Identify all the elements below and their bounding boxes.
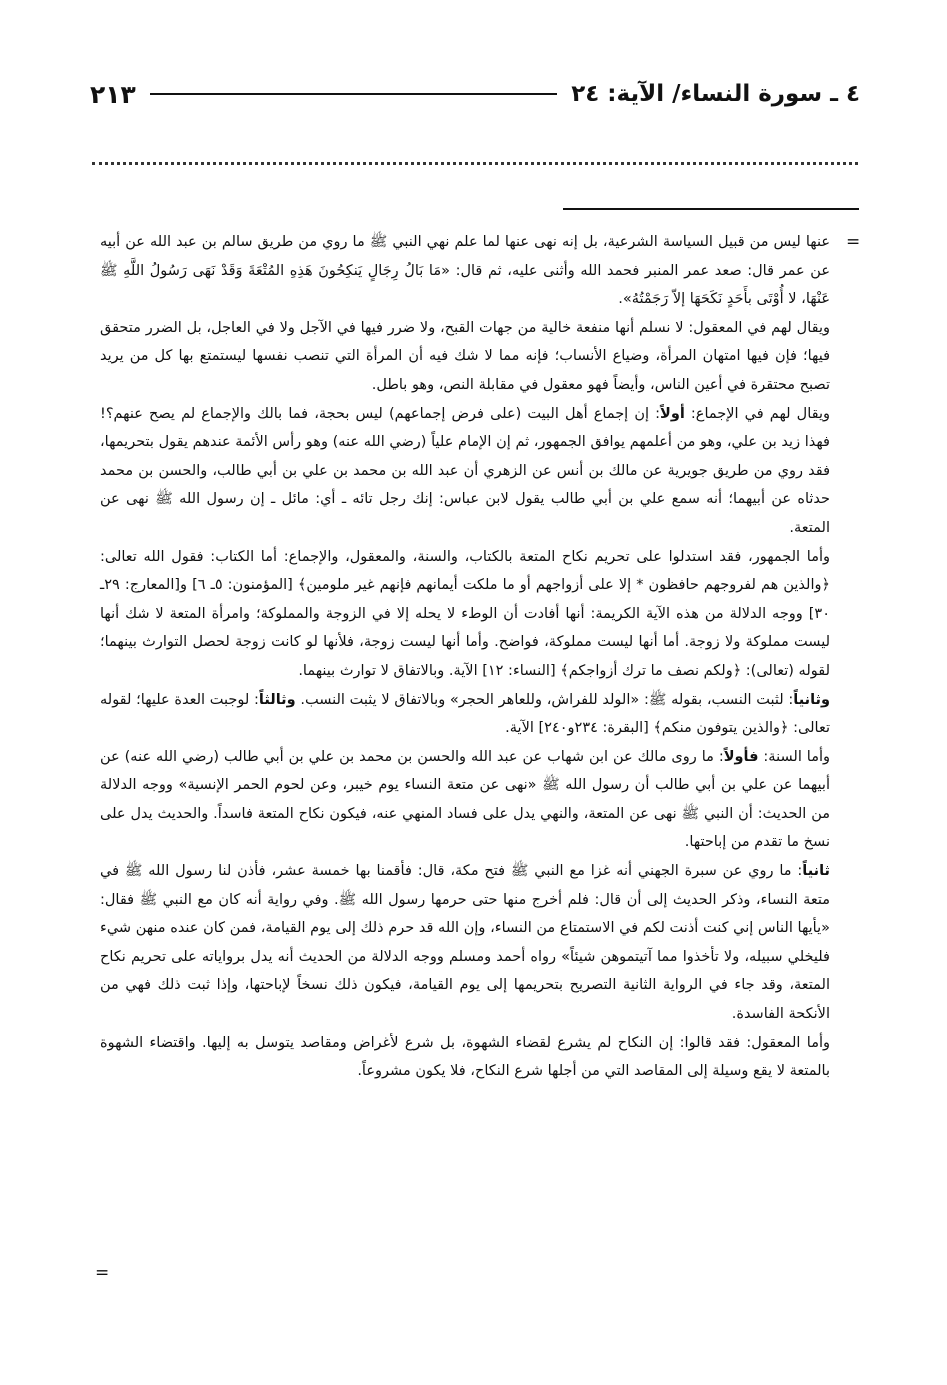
bold-term: أولاً (660, 405, 685, 422)
page-number: ٢١٣ (90, 79, 136, 109)
text-run: وأما المعقول: فقد قالوا: إن النكاح لم يشرع لقضاء الشهوة، بل شرع لأغراض ومقاصد يتوسل به إليها. واقتضاء الشهوة بالمتعة لا يقع وسيلة إلى المقاصد التي من أجلها شرع النكاح، فلا يكون مشروعاً. (100, 1034, 830, 1080)
text-run: : ما روى مالك عن ابن شهاب عن عبد الله والحسن بن محمد بن علي بن أبي طالب (رضي الله عنه) عن أبيهما عن علي بن أبي طالب أن رسول الله ﷺ «نهى عن متعة النساء يوم خيبر، وعن لحوم الحمر الإنسية» ووجه الدلالة من الحديث: أن النبي ﷺ نهى عن المتعة، والنهي يدل على فساد المنهي عنه، فيكون نكاح المتعة فاسداً. والحديث يدل على نسخ ما تقدم من إباحتها. (100, 748, 830, 851)
text-run: عنها ليس من قبيل السياسة الشرعية، بل إنه نهى عنها لما علم نهي النبي ﷺ ما روي من طريق سالم بن عبد الله عن أبيه عن عمر قال: صعد عمر المنبر فحمد الله وأثنى عليه، ثم قال: «مَا بَالُ رِجَالٍ يَنكِحُونَ هَذِهِ المُتْعَةَ وَقَدْ نَهَى رَسُولُ اللَّهِ ﷺ عَنْهَا، لا أُوْتَى بأَحَدٍ نَكَحَهَا إلاّ رَجَمْتُهُ». (100, 234, 830, 308)
bold-term: وثالثاً (258, 691, 296, 708)
bold-term: فأولاً (723, 748, 759, 765)
footnote-text (100, 228, 830, 1086)
paragraph (100, 686, 830, 743)
header-rule (150, 93, 557, 95)
bold-term: ثانياً (802, 863, 830, 880)
text-run: : إن إجماع أهل البيت (على فرض إجماعهم) ليس بحجة، فما بالك والإجماع لم يصح عنهم؟! فهذا زيد بن علي، وهو من أعلمهم يوافق الجمهور، ثم إن الإمام علياً (رضي الله عنه) وهو رأس الأئمة عندهم يقول بتحريمها، فقد روي من طريق جويرية عن مالك بن أنس عن الزهري أن عبد الله بن محمد بن علي بن أبي طالب، والحسن بن محمد حدثاه عن أبيهما؛ أنه سمع علي بن أبي طالب يقول لابن عباس: إنك رجل تائه ـ أي: مائل ـ إن رسول الله ﷺ نهى عن المتعة. (100, 405, 830, 536)
text-run: : لوجبت العدة عليها؛ لقوله تعالى: ﴿والذين يتوفون منكم﴾ [البقرة: ٢٣٤و٢٤٠] الآية. (100, 691, 830, 737)
text-run: : لثبت النسب، بقوله ﷺ: «الولد للفراش، وللعاهر الحجر» وبالاتفاق لا يثبت النسب. (295, 691, 794, 708)
text-run: وأما الجمهور، فقد استدلوا على تحريم نكاح المتعة بالكتاب، والسنة، والمعقول، والإجماع: أما الكتاب: فقول الله تعالى: ﴿والذين هم لفروجهم حافظون * إلا على أزواجهم أو ما ملكت أيمانهم فإنهم غير ملومين﴾ [المؤمنون: ٥ـ ٦] و[المعارج: ٢٩ـ ٣٠] ووجه الدلالة من هذه الآية الكريمة: أنها أفادت أن الوطء لا يحله إلا في الزوجة والمملوكة؛ وامرأة المتعة لا شك أنها ليست مملوكة ولا زوجة. أما أنها ليست مملوكة، فواضح. وأما أنها ليست زوجة، فلأنها لو كانت زوجة لحصل التوارث بينهما؛ لقوله (تعالى): ﴿ولكم نصف ما ترك أزواجكم﴾ [النساء: ١٢] الآية. وبالاتفاق لا توارث بينهما. (100, 548, 830, 679)
paragraph (100, 314, 830, 400)
footnote-rule (563, 208, 859, 210)
paragraph (100, 857, 830, 1029)
paragraph (100, 1029, 830, 1086)
text-run: : ما روي عن سبرة الجهني أنه غزا مع النبي ﷺ فتح مكة، قال: فأقمنا بها خمسة عشر، فأذن لنا رسول الله ﷺ في متعة النساء، وذكر الحديث إلى أن قال: فلم أخرج منها حتى حرمها رسول الله ﷺ. وفي رواية أنه كان مع النبي ﷺ فقال: «يأيها الناس إني كنت أذنت لكم في الاستمتاع من النساء، وإن الله قد حرم ذلك إلى يوم القيامة، فمن كان عنده منهن شيء فليخلي سبيله، ولا تأخذوا مما آتيتموهن شيئاً» رواه أحمد ومسلم ووجه الدلالة من الحديث أنه يدل برواياته على تحريم نكاح المتعة، وقد جاء في الرواية الثانية التصريح بتحريمها إلى يوم القيامة، فيكون ذلك نسخاً لإباحتها، وإذا ثبت ذلك فهي من الأنكحة الفاسدة. (100, 863, 830, 1023)
bold-term: وثانياً (793, 691, 830, 708)
continuation-marker-top: = (846, 232, 861, 252)
text-run: وأما السنة: (758, 748, 831, 765)
paragraph (100, 228, 830, 314)
running-title: ٤ ـ سورة النساء/ الآية: ٢٤ (571, 81, 860, 107)
continuation-marker-bottom: = (95, 1263, 110, 1283)
text-run: ويقال لهم في الإجماع: (684, 405, 830, 422)
paragraph (100, 543, 830, 686)
paragraph (100, 743, 830, 857)
dotted-separator (92, 150, 858, 165)
paragraph (100, 400, 830, 543)
page-header (90, 76, 860, 112)
text-run: ويقال لهم في المعقول: لا نسلم أنها منفعة خالية من جهات القبح، ولا ضرر فيها في الآجل ولا في العاجل، بل الضرر متحقق فيها؛ فإن فيها امتهان المرأة، وضياع الأنساب؛ فإنه مما لا شك فيه أن المرأة التي تنصب نفسها ليستمتع بها كل من يريد تصبح محتقرة في أعين الناس، وأيضاً فهو معقول في مقابلة النص، وهو باطل. (100, 319, 830, 393)
